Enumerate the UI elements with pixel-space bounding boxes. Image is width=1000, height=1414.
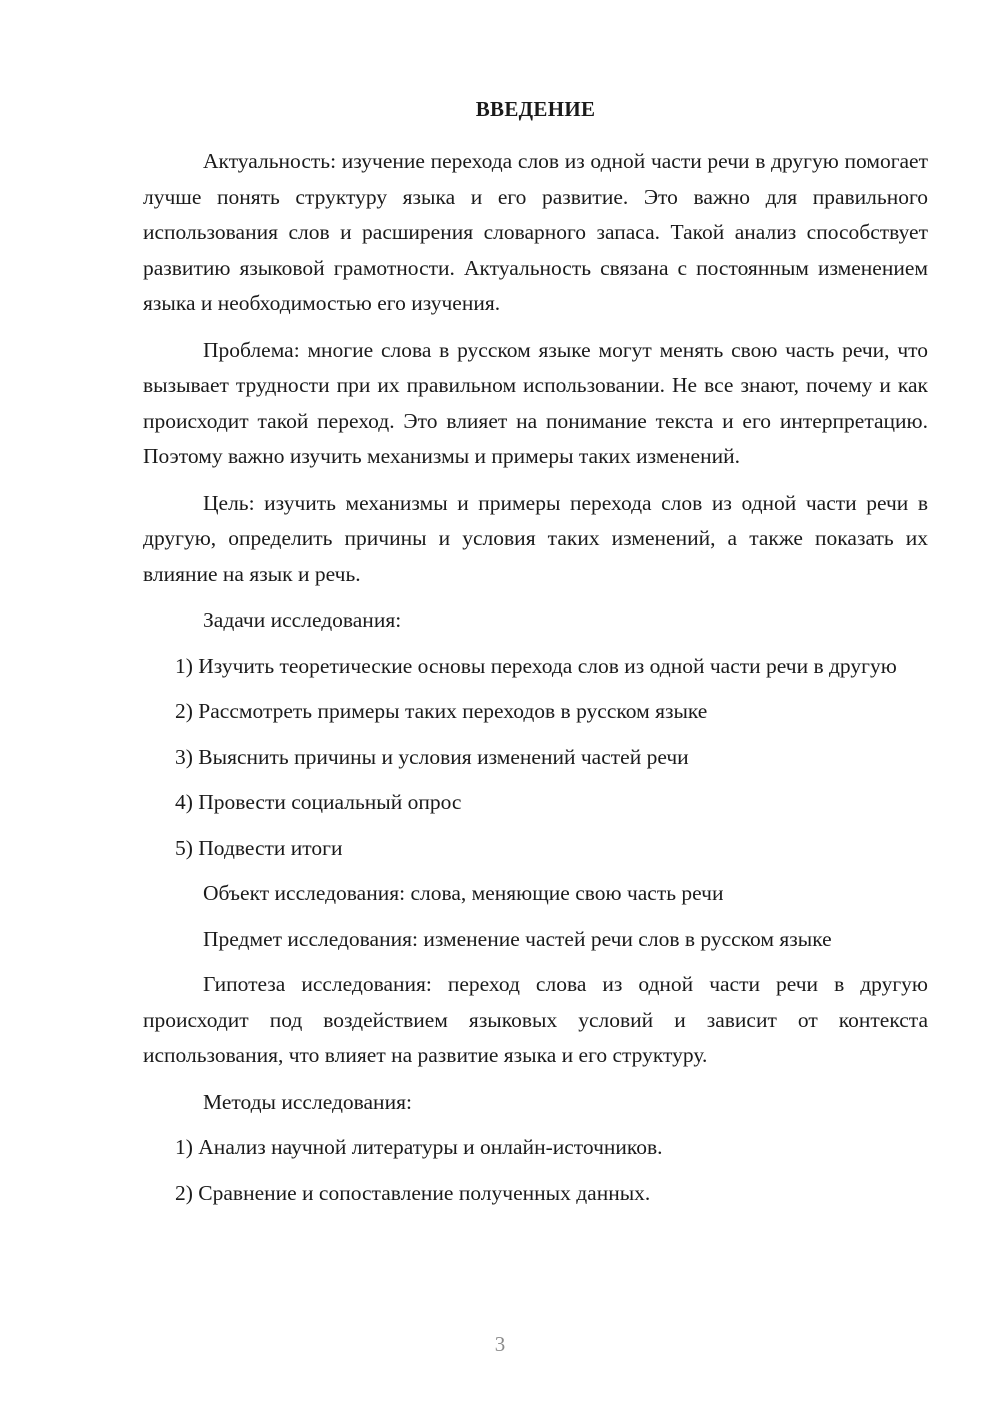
research-subject: Предмет исследования: изменение частей речи слов в русском языке: [203, 926, 832, 951]
task-item: 5) Подвести итоги: [175, 835, 343, 860]
relevance-paragraph: Актуальность: изучение перехода слов из одной части речи в другую помогает лучше понять структуру языка и его развитие. Это важно для правильного использования слов и расширения словарного запаса. Такой анализ способствует развитию языковой грамотности. Актуальность связана с постоянным изменением языка и необходимостью его изучения.: [143, 149, 928, 315]
method-item: 2) Сравнение и сопоставление полученных данных.: [175, 1180, 651, 1205]
task-item: 2) Рассмотреть примеры таких переходов в русском языке: [175, 699, 708, 723]
research-object: Объект исследования: слова, меняющие свою часть речи: [203, 881, 724, 905]
methods-heading: Методы исследования:: [203, 1089, 412, 1114]
hypothesis-paragraph: Гипотеза исследования: переход слова из одной части речи в другую происходит под воздействием языковых условий и зависит от контекста использования, что влияет на развитие языка и его структуру.: [143, 972, 928, 1067]
method-item: 1) Анализ научной литературы и онлайн-источников.: [175, 1135, 663, 1159]
tasks-heading: Задачи исследования:: [203, 608, 402, 632]
document-page: [143, 96, 928, 1221]
task-item: 1) Изучить теоретические основы перехода слов из одной части речи в другую: [175, 653, 897, 678]
page-number: 3: [494, 1332, 506, 1356]
task-item: 4) Провести социальный опрос: [175, 790, 462, 814]
goal-paragraph: Цель: изучить механизмы и примеры перехода слов из одной части речи в другую, определить причины и условия таких изменений, а также показать их влияние на язык и речь.: [143, 490, 928, 586]
section-title: ВВЕДЕНИЕ: [475, 97, 596, 121]
task-item: 3) Выяснить причины и условия изменений частей речи: [175, 744, 689, 769]
problem-paragraph: Проблема: многие слова в русском языке могут менять свою часть речи, что вызывает трудности при их правильном использовании. Не все знают, почему и как происходит такой переход. Это влияет на понимание текста и его интерпретацию. Поэтому важно изучить механизмы и примеры таких изменений.: [143, 337, 928, 468]
